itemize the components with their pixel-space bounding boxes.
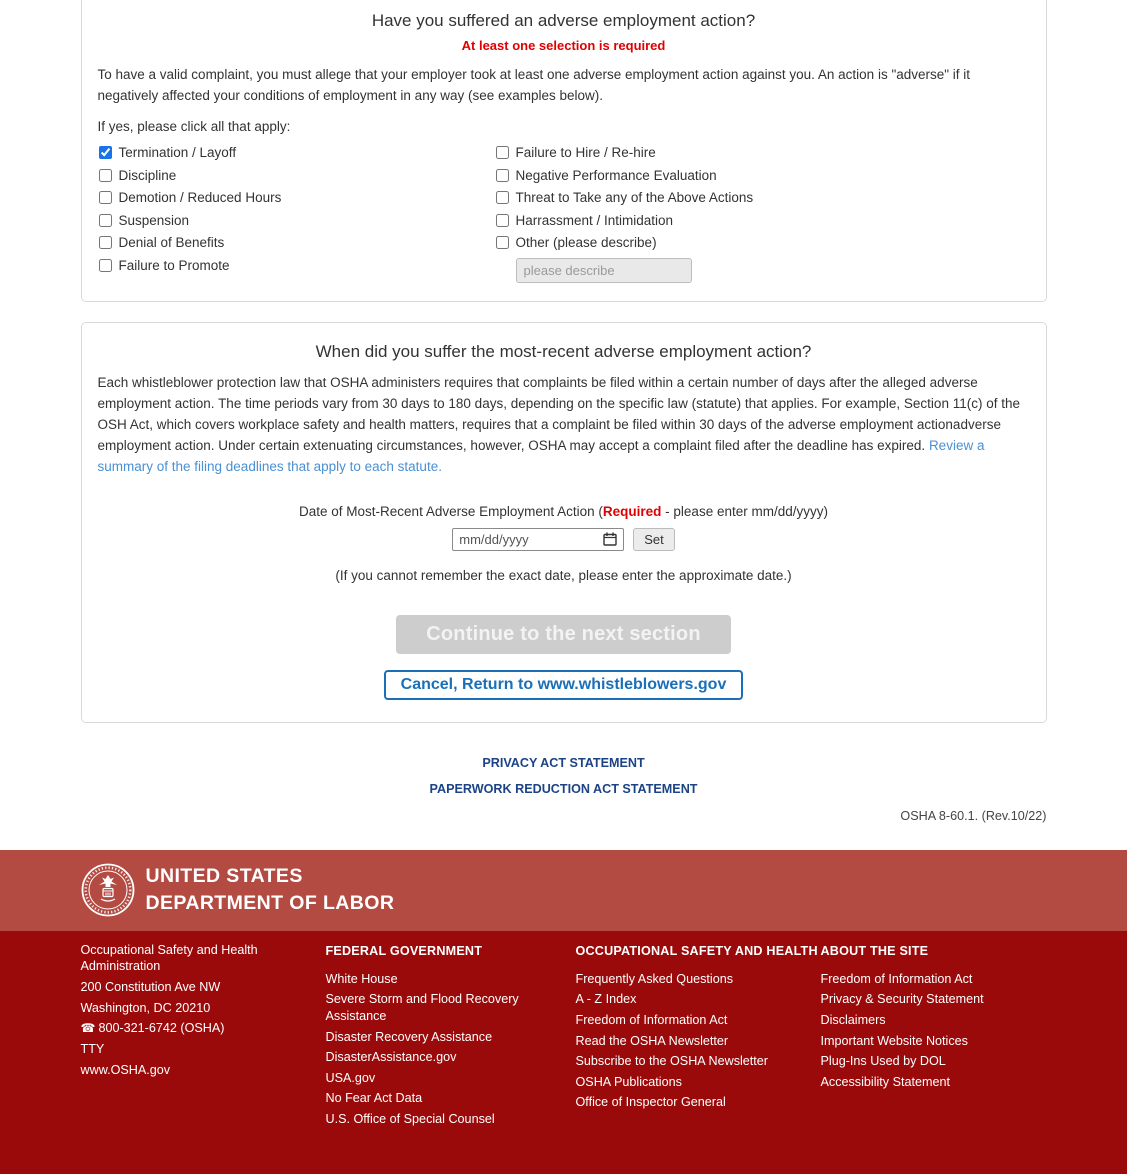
footer-about-column <box>821 942 1047 1132</box>
checkbox-failure-to-promote <box>98 258 495 273</box>
negative-evaluation-checkbox[interactable] <box>496 169 509 182</box>
phone-icon: ☎ <box>80 1021 96 1036</box>
checkbox-label: Other (please describe) <box>515 235 657 251</box>
footer-link-inspector-general[interactable]: Office of Inspector General <box>575 1095 726 1110</box>
footer-link-read-newsletter[interactable]: Read the OSHA Newsletter <box>575 1033 729 1048</box>
date-placeholder: mm/dd/yyyy <box>459 531 529 547</box>
checkbox-prompt: If yes, please click all that apply: <box>97 119 291 135</box>
date-required-flag: Required <box>602 503 662 519</box>
about-site-header: ABOUT THE SITE <box>820 943 929 958</box>
footer-link-disasterassistance[interactable]: DisasterAssistance.gov <box>325 1050 457 1065</box>
footer-link-accessibility[interactable]: Accessibility Statement <box>820 1074 950 1089</box>
footer-link-disaster-recovery[interactable]: Disaster Recovery Assistance <box>325 1029 493 1044</box>
agency-address1: 200 Constitution Ave NW <box>80 980 221 995</box>
checkbox-label: Harrassment / Intimidation <box>515 212 674 228</box>
checkbox-termination-layoff <box>98 145 495 160</box>
demotion-checkbox[interactable] <box>99 191 112 204</box>
denial-of-benefits-checkbox[interactable] <box>99 236 112 249</box>
footer-link-no-fear-act[interactable]: No Fear Act Data <box>325 1091 423 1106</box>
threat-checkbox[interactable] <box>496 191 509 204</box>
checkbox-label: Suspension <box>118 212 190 228</box>
checkbox-label: Discipline <box>118 167 177 183</box>
checkbox-label: Denial of Benefits <box>118 235 225 251</box>
footer-link-publications[interactable]: OSHA Publications <box>575 1074 682 1089</box>
footer-link-privacy-security[interactable]: Privacy & Security Statement <box>820 992 984 1007</box>
adverse-action-section <box>81 0 1047 302</box>
footer-link-white-house[interactable]: White House <box>325 971 398 986</box>
agency-phone-number: 800-321-6742 (OSHA) <box>98 1021 225 1036</box>
footer-osh-column <box>576 942 821 1132</box>
section-body <box>98 372 1030 477</box>
footer-link-faq[interactable]: Frequently Asked Questions <box>575 971 734 986</box>
brand-line-1: UNITED STATES <box>145 864 303 887</box>
federal-government-header: FEDERAL GOVERNMENT <box>325 943 483 958</box>
suspension-checkbox[interactable] <box>99 214 112 227</box>
checkbox-column-left <box>98 145 495 283</box>
section-body-text: Each whistleblower protection law that OSHA administers requires that complaints be filed within a certain number of days after the alleged adverse employment action. The time periods vary from 30 days to 180 days, depending on the specific law (statute) that applies. For example, Section 11(c) of the OSH Act, which covers workplace safety and health matters, requires that a complaint be filed within 30 days of the adverse employment actionadverse employment action. Under certain extenuating circumstances, however, OSHA may accept a complaint filed after the deadline has expired. <box>97 374 1020 453</box>
checkbox-harassment <box>495 213 1030 228</box>
validation-warning: At least one selection is required <box>461 38 666 53</box>
agency-address2: Washington, DC 20210 <box>80 1000 211 1015</box>
checkbox-denial-of-benefits <box>98 235 495 250</box>
dol-seal-logo <box>81 863 135 917</box>
privacy-act-link[interactable]: PRIVACY ACT STATEMENT <box>482 755 645 770</box>
agency-website-link[interactable]: www.OSHA.gov <box>80 1062 171 1077</box>
date-label <box>98 504 1030 519</box>
footer-link-usagov[interactable]: USA.gov <box>325 1070 376 1085</box>
cancel-button[interactable]: Cancel, Return to www.whistleblowers.gov <box>384 670 744 700</box>
checkbox-negative-evaluation <box>495 168 1030 183</box>
checkbox-other <box>495 235 1030 250</box>
checkbox-demotion <box>98 190 495 205</box>
harassment-checkbox[interactable] <box>496 214 509 227</box>
checkbox-threat <box>495 190 1030 205</box>
osh-header: OCCUPATIONAL SAFETY AND HEALTH <box>575 943 818 958</box>
footer-link-special-counsel[interactable]: U.S. Office of Special Counsel <box>325 1112 495 1127</box>
footer-link-subscribe-newsletter[interactable]: Subscribe to the OSHA Newsletter <box>575 1054 768 1069</box>
other-checkbox[interactable] <box>496 236 509 249</box>
form-number: OSHA 8-60.1. (Rev.10/22) <box>900 808 1047 823</box>
section-intro: To have a valid complaint, you must allege that your employer took at least one adverse employment action against you. An action is "adverse" if it negatively affected your conditions of employment in any way (see examples below). <box>97 67 971 104</box>
dol-brand-band <box>0 850 1127 931</box>
paperwork-reduction-act-link[interactable]: PAPERWORK REDUCTION ACT STATEMENT <box>429 781 698 796</box>
footer-link-foia-osh[interactable]: Freedom of Information Act <box>575 1013 728 1028</box>
footer-link-severe-storm[interactable]: Severe Storm and Flood Recovery Assistance <box>325 992 519 1024</box>
date-row <box>98 528 1030 551</box>
checkbox-discipline <box>98 168 495 183</box>
brand-line-2: DEPARTMENT OF LABOR <box>145 891 395 914</box>
checkbox-label: Failure to Promote <box>118 257 230 273</box>
checkbox-label: Failure to Hire / Re-hire <box>515 145 656 161</box>
checkbox-column-right <box>495 145 1030 283</box>
discipline-checkbox[interactable] <box>99 169 112 182</box>
dol-brand-title <box>146 863 395 917</box>
set-date-button[interactable]: Set <box>633 528 675 551</box>
agency-tty: TTY <box>80 1042 105 1057</box>
date-label-prefix: Date of Most-Recent Adverse Employment Action ( <box>299 503 603 519</box>
checkbox-label: Negative Performance Evaluation <box>515 167 717 183</box>
when-section <box>81 322 1047 723</box>
agency-name: Occupational Safety and Health Administration <box>80 942 258 974</box>
section-title: When did you suffer the most-recent adverse employment action? <box>315 341 812 361</box>
checkbox-suspension <box>98 213 495 228</box>
footer <box>0 931 1127 1174</box>
date-note: (If you cannot remember the exact date, please enter the approximate date.) <box>335 567 792 583</box>
footer-link-az-index[interactable]: A - Z Index <box>575 992 637 1007</box>
filing-deadlines-link[interactable]: Review a summary of the filing deadlines that apply to each statute. <box>97 437 985 474</box>
checkbox-label: Threat to Take any of the Above Actions <box>515 190 754 206</box>
agency-phone <box>81 1020 286 1037</box>
checkbox-label: Demotion / Reduced Hours <box>118 190 282 206</box>
footer-link-disclaimers[interactable]: Disclaimers <box>820 1013 886 1028</box>
date-label-suffix: - please enter mm/dd/yyyy) <box>661 503 828 519</box>
failure-to-hire-checkbox[interactable] <box>496 146 509 159</box>
form-content <box>81 0 1047 823</box>
checkbox-label: Termination / Layoff <box>118 145 237 161</box>
date-input[interactable] <box>452 528 624 551</box>
footer-agency-column <box>81 942 326 1132</box>
section-title: Have you suffered an adverse employment action? <box>371 11 756 30</box>
checkbox-columns <box>98 145 1030 283</box>
footer-link-plugins[interactable]: Plug-Ins Used by DOL <box>820 1054 946 1069</box>
footer-link-website-notices[interactable]: Important Website Notices <box>820 1033 968 1048</box>
footer-federal-column <box>326 942 576 1132</box>
footer-link-foia-about[interactable]: Freedom of Information Act <box>820 971 973 986</box>
calendar-icon[interactable] <box>603 532 617 546</box>
termination-layoff-checkbox[interactable] <box>99 146 112 159</box>
act-statements <box>81 756 1047 796</box>
other-describe-input[interactable] <box>516 258 692 283</box>
failure-to-promote-checkbox[interactable] <box>99 259 112 272</box>
continue-button[interactable]: Continue to the next section <box>396 615 731 654</box>
checkbox-failure-to-hire <box>495 145 1030 160</box>
